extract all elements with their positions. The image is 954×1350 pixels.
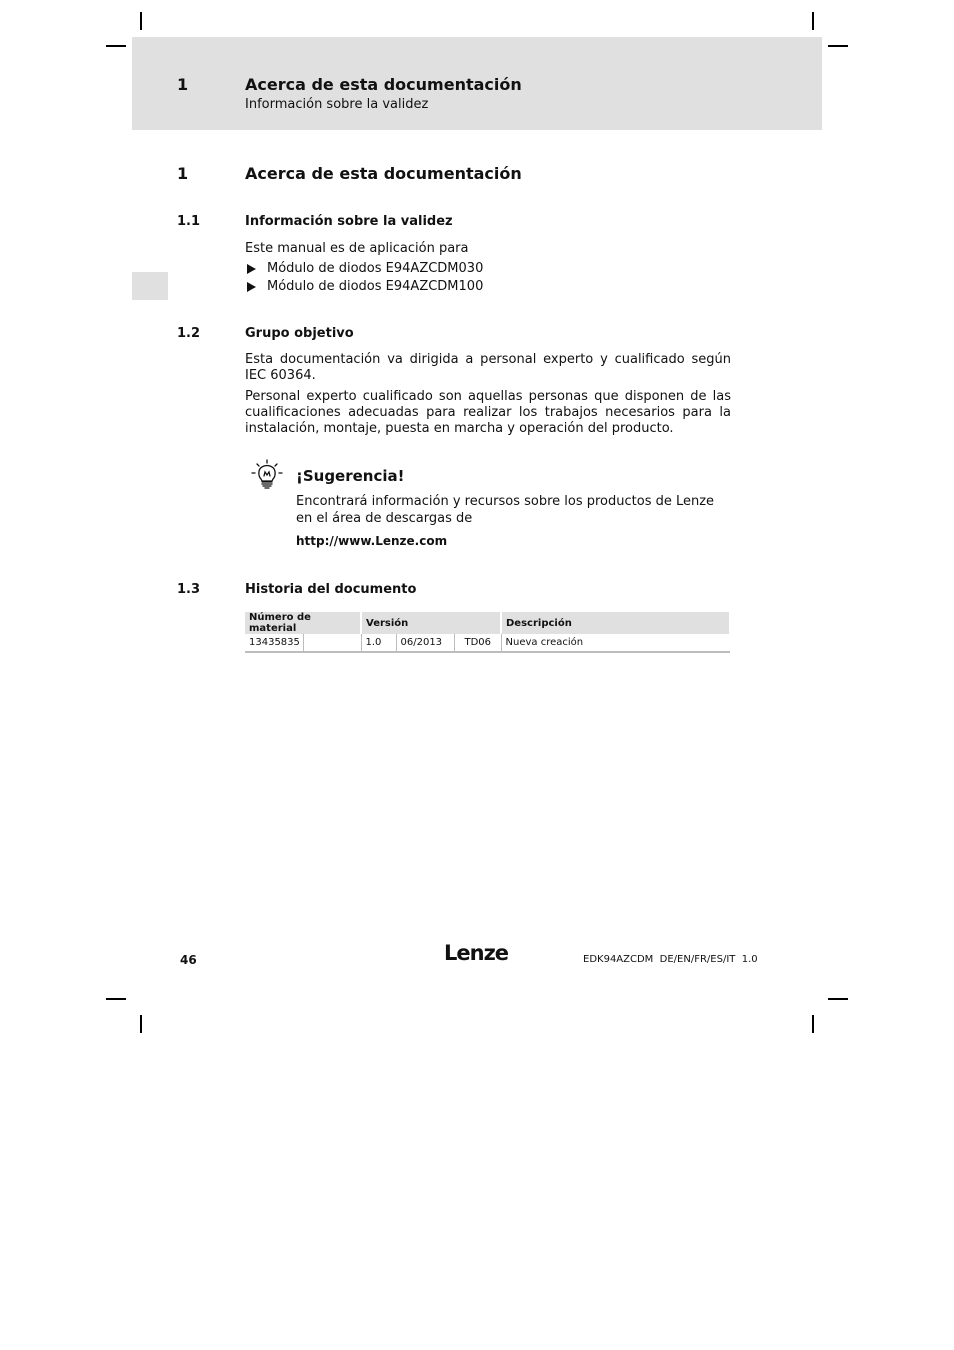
tip-title: ¡Sugerencia! <box>296 467 405 485</box>
crop-mark-bottom-left-v <box>140 1015 142 1033</box>
crop-mark-top-right-v <box>812 12 814 30</box>
list-item <box>247 279 483 294</box>
tip-text: Encontrará información y recursos sobre los productos de Lenze en el área de descargas de <box>296 494 715 526</box>
chapter-number: 1 <box>177 164 189 183</box>
header-chapter-number: 1 <box>177 75 189 94</box>
document-id: EDK94AZCDM DE/EN/FR/ES/IT 1.0 <box>583 954 758 965</box>
section-intro: Este manual es de aplicación para <box>245 241 469 256</box>
list-item-text: Módulo de diodos E94AZCDM100 <box>267 279 484 294</box>
crop-mark-bottom-right-h <box>828 998 848 1000</box>
crop-mark-top-right-h <box>828 45 848 47</box>
table-cell: 13435835 <box>245 634 303 652</box>
bullet-arrow-icon <box>247 282 256 292</box>
crop-mark-bottom-right-v <box>812 1015 814 1033</box>
table-header-cell: Versión <box>361 612 501 634</box>
section-number: 1.3 <box>177 582 201 597</box>
table-header-cell: Descripción <box>501 612 730 634</box>
list-item-text: Módulo de diodos E94AZCDM030 <box>267 261 484 276</box>
list-item <box>247 261 483 276</box>
crop-mark-top-left-v <box>140 12 142 30</box>
section-number: 1.1 <box>177 214 201 229</box>
paragraph: Personal experto cualificado son aquellas personas que disponen de las cualificaciones adecuadas para realizar los trabajos necesarios para la instalación, montaje, puesta en marcha y operación del producto. <box>245 389 731 436</box>
page-number: 46 <box>180 953 197 967</box>
table-header-row <box>245 612 730 634</box>
lightbulb-icon <box>250 459 284 491</box>
header-chapter-title: Acerca de esta documentación <box>245 75 522 94</box>
table-cell: 06/2013 <box>396 634 454 652</box>
table-cell-empty <box>303 634 361 652</box>
section-title: Historia del documento <box>245 582 417 597</box>
side-tab-marker <box>132 272 168 300</box>
section-title: Grupo objetivo <box>245 326 354 341</box>
bullet-arrow-icon <box>247 264 256 274</box>
section-title: Información sobre la validez <box>245 214 453 229</box>
table-cell: TD06 <box>454 634 501 652</box>
tip-link[interactable]: http://www.Lenze.com <box>296 534 448 548</box>
chapter-title: Acerca de esta documentación <box>245 164 522 183</box>
table-cell: Nueva creación <box>501 634 730 652</box>
table-cell: 1.0 <box>361 634 396 652</box>
header-section-subtitle: Información sobre la validez <box>245 97 429 112</box>
section-number: 1.2 <box>177 326 201 341</box>
lenze-logo: Lenze <box>444 941 509 965</box>
crop-mark-top-left-h <box>106 45 126 47</box>
paragraph: Esta documentación va dirigida a personal experto y cualificado según IEC 60364. <box>245 352 731 383</box>
table-row <box>245 634 730 652</box>
history-table <box>245 612 731 653</box>
crop-mark-bottom-left-h <box>106 998 126 1000</box>
table-header-cell: Número de material <box>245 612 361 634</box>
